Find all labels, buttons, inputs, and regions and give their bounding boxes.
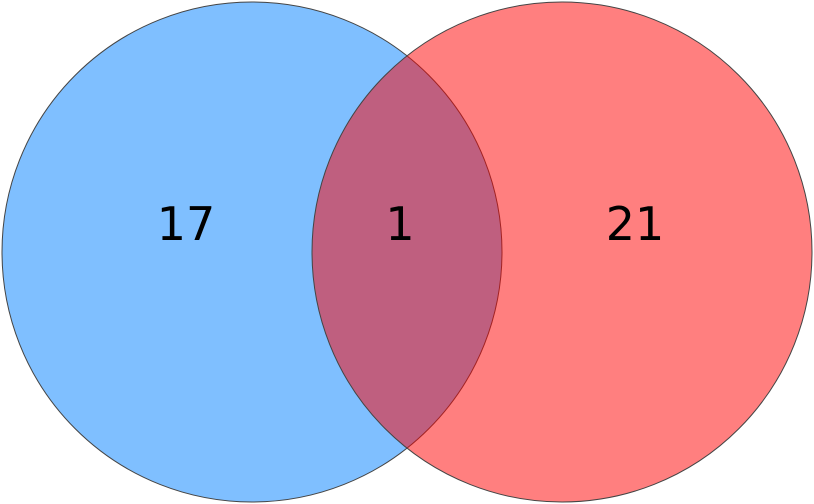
right-only-count: 21 xyxy=(605,197,665,251)
set-b-circle xyxy=(312,2,812,502)
venn-circles xyxy=(2,2,812,502)
intersection-count: 1 xyxy=(385,197,415,251)
left-only-count: 17 xyxy=(156,197,216,251)
